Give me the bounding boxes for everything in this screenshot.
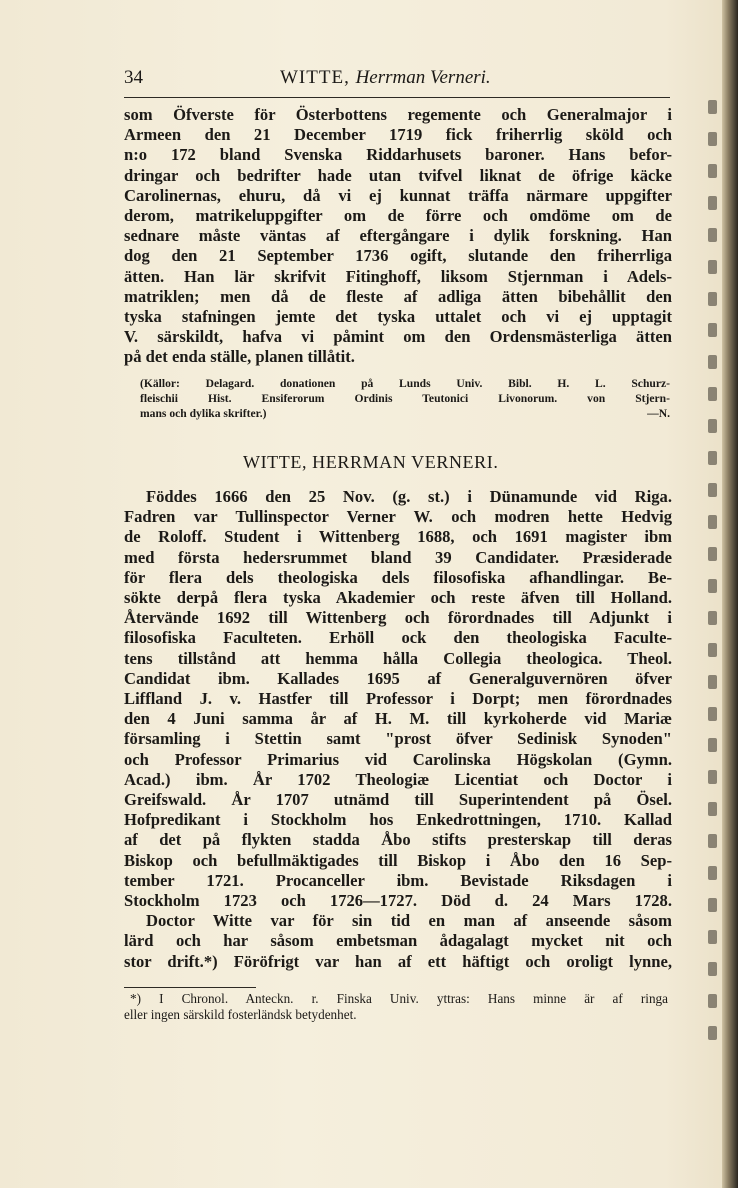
footnote-rule — [124, 987, 256, 988]
text-line: som Öfverste för Österbottens regemente och Generalmajor i — [124, 105, 672, 124]
text-line: på det enda ställe, planen tillåtit. — [124, 347, 355, 367]
facing-page-bleed — [708, 100, 722, 1040]
text-line: Återvände 1692 till Wittenberg och förordnades till Adjunkt i — [124, 608, 672, 628]
sources-last-line — [140, 406, 670, 421]
text-line: och Professor Primarius vid Carolinska Högskolan (Gymn. — [124, 749, 672, 769]
text-line: V. särskildt, hafva vi påmint om den Ordensmästerliga ätten — [124, 327, 672, 347]
text-line: Liffland J. v. Hastfer till Professor i Dorpt; men förordnades — [124, 689, 672, 709]
text-line: tyska stafningen jemte det tyska uttalet och vi ej upptagit — [124, 307, 672, 327]
text-line: Candidat ibm. Kallades 1695 af Generalguvernören öfver — [124, 668, 672, 688]
paragraph-continued — [124, 105, 672, 368]
header-rule — [124, 97, 670, 98]
text-line: ätten. Han lär skrifvit Fitinghoff, liksom Stjernman i Adels- — [124, 266, 672, 286]
text-line: lärd och har såsom embetsman ådagalagt mycket nit och — [124, 931, 672, 951]
text-line: derom, matrikeluppgifter om de förre och omdöme om de — [124, 206, 672, 226]
section-title: WITTE, HERRMAN VERNERI. — [243, 452, 499, 472]
text-line: Fadren var Tullinspector Verner W. och modren hette Hedvig — [124, 507, 672, 527]
text-line: tember 1721. Procanceller ibm. Bevistade Riksdagen i — [124, 870, 672, 890]
text-line: dringar och bedrifter hade utan tvifvel liknat de öfrige käcke — [124, 165, 672, 185]
text-line: församling i Stettin samt "prost öfver Sedinisk Synoden" — [124, 729, 672, 749]
text-line: Biskop och befullmäktigades till Biskop i Åbo den 16 Sep- — [124, 850, 672, 870]
text-line: de Roloff. Student i Wittenberg 1688, och 1691 magister ibm — [124, 527, 672, 547]
text-line: med första hedersrummet bland 39 Candidater. Præsiderade — [124, 547, 672, 567]
footnote-line: *) I Chronol. Anteckn. r. Finska Univ. yttras: Hans minne är af ringa — [130, 991, 668, 1006]
text-line: Hofpredikant i Stockholm hos Enkedrottningen, 1710. Kallad — [124, 810, 672, 830]
text-line: stor drift.*) Föröfrigt var han af ett häftigt och oroligt lynne, — [124, 951, 672, 971]
text-line: Acad.) ibm. År 1702 Theologiæ Licentiat och Doctor i — [124, 769, 672, 789]
text-line: af det på flykten stadda Åbo stifts presterskap till deras — [124, 830, 672, 850]
sources-line: fleischii Hist. Ensiferorum Ordinis Teutonici Livonorum. von Stjern- — [140, 392, 670, 405]
sources-note — [140, 376, 670, 421]
book-spine-shadow — [722, 0, 738, 1188]
text-line: Armeen den 21 December 1719 fick friherrlig sköld och — [124, 125, 672, 145]
footnote-line: eller ingen särskild fosterländsk betydenhet. — [124, 1007, 357, 1022]
page-number: 34 — [124, 67, 143, 88]
text-line: Carolinernas, ehuru, då vi ej kunnat träffa närmare uppgifter — [124, 185, 672, 205]
text-line: sednare måste väntas af eftergångare i dylik forskning. Han — [124, 226, 672, 246]
text-line: för flera dels theologiska dels filosofiska afhandlingar. Be- — [124, 567, 672, 587]
text-line: tens tillstånd att hemma hålla Collegia theologica. Theol. — [124, 648, 672, 668]
text-line: n:o 172 bland Svenska Riddarhusets baroner. Hans befor- — [124, 145, 672, 165]
text-line: den 4 Juni samma år af H. M. till kyrkoherde vid Mariæ — [124, 709, 672, 729]
text-line: filosofiska Faculteten. Erhöll ock den theologiska Faculte- — [124, 628, 672, 648]
running-head-name: WITTE, — [280, 67, 350, 88]
text-line: Föddes 1666 den 25 Nov. (g. st.) i Dünamunde vid Riga. — [146, 487, 672, 506]
running-head — [280, 67, 491, 89]
text-line: Stockholm 1723 och 1726—1727. Död d. 24 Mars 1728. — [124, 891, 672, 911]
running-head-given-name: Herrman Verneri. — [355, 67, 491, 88]
biography-paragraph — [124, 487, 672, 972]
sources-line: (Källor: Delagard. donationen på Lunds Univ. Bibl. H. L. Schurz- — [140, 377, 670, 390]
text-line: Greifswald. År 1707 utnämd till Superintendent på Ösel. — [124, 790, 672, 810]
author-signature: —N. — [647, 407, 670, 420]
text-line: Doctor Witte var för sin tid en man af anseende såsom — [146, 911, 672, 931]
text-line: matriklen; men då de fleste af adliga ätten bibehållit den — [124, 286, 672, 306]
footnote — [124, 991, 668, 1023]
page-header — [124, 67, 670, 93]
text-line: sökte derpå flera tyska Akademier och reste äfven till Holland. — [124, 588, 672, 608]
text-line: dog den 21 September 1736 ogift, slutande den friherrliga — [124, 246, 672, 266]
sources-line: mans och dylika skrifter.) — [140, 407, 267, 420]
